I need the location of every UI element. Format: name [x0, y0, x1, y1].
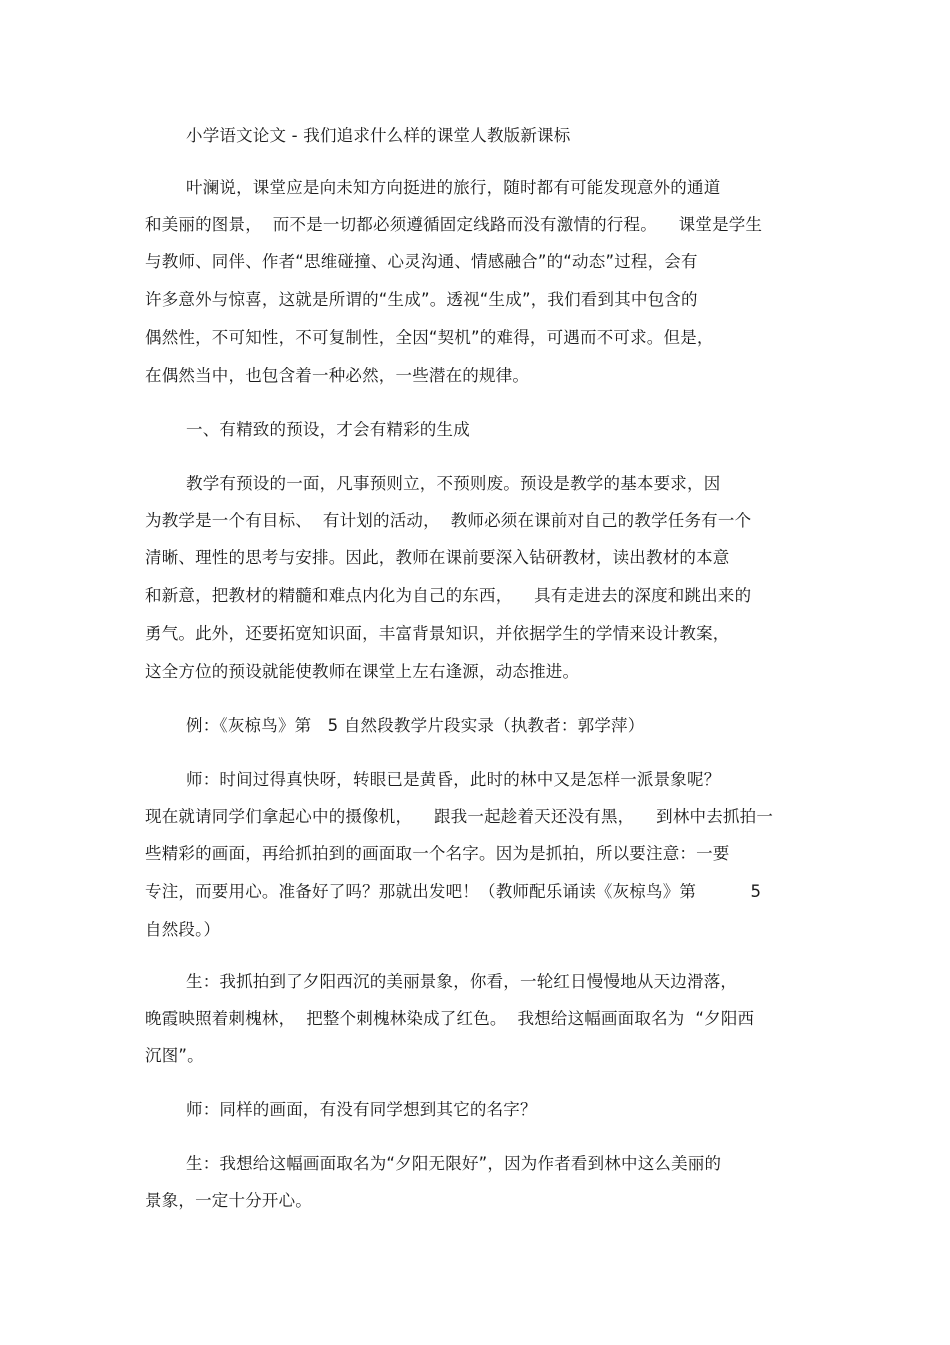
section-heading-text: 一、有精致的预设，才会有精彩的生成: [186, 420, 470, 439]
text-line: 许多意外与惊喜，这就是所谓的“生成”。透视“生成”，我们看到其中包含的: [145, 290, 698, 309]
text-line: 些精彩的画面，再给抓拍到的画面取一个名字。因为是抓拍，所以要注意：一要: [145, 844, 730, 863]
text-line: 专注，而要用心。准备好了吗？那就出发吧！（教师配乐诵读《灰椋鸟》第 5: [145, 882, 762, 901]
text-line: 和美丽的图景， 而不是一切都必须遵循固定线路而没有激情的行程。 课堂是学生: [145, 215, 763, 234]
text-line: 生：我想给这幅画面取名为“夕阳无限好”，因为作者看到林中这么美丽的: [186, 1154, 722, 1173]
text-line: 师：时间过得真快呀，转眼已是黄昏，此时的林中又是怎样一派景象呢？: [186, 770, 721, 789]
text-line: 晚霞映照着刺槐林， 把整个刺槐林染成了红色。 我想给这幅画面取名为 “夕阳西: [145, 1009, 755, 1028]
example-heading-text: 例：《灰椋鸟》第 5 自然段教学片段实录（执教者：郭学萍）: [186, 716, 645, 735]
text-line: 师：同样的画面，有没有同学想到其它的名字？: [186, 1100, 537, 1119]
text-line: 叶澜说，课堂应是向未知方向挺进的旅行，随时都有可能发现意外的通道: [186, 178, 721, 197]
text-line: 在偶然当中，也包含着一种必然，一些潜在的规律。: [145, 366, 530, 385]
text-line: 现在就请同学们拿起心中的摄像机， 跟我一起趁着天还没有黑， 到林中去抓拍一: [145, 807, 774, 826]
text-line: 清晰、理性的思考与安排。因此，教师在课前要深入钻研教材，读出教材的本意: [145, 548, 730, 567]
text-line: 自然段。）: [145, 920, 221, 939]
text-line: 沉图”。: [145, 1046, 204, 1065]
text-line: 与教师、同伴、作者“思维碰撞、心灵沟通、情感融合”的“动态”过程，会有: [145, 252, 698, 271]
text-line: 为教学是一个有目标、 有计划的活动， 教师必须在课前对自己的教学任务有一个: [145, 511, 752, 530]
text-line: 勇气。此外，还要拓宽知识面，丰富背景知识，并依据学生的学情来设计教案，: [145, 624, 730, 643]
text-line: 偶然性，不可知性，不可复制性，全因“契机”的难得，可遇而不可求。但是，: [145, 328, 714, 347]
text-line: 景象，一定十分开心。: [145, 1191, 312, 1210]
document-title: 小学语文论文 - 我们追求什么样的课堂人教版新课标: [186, 126, 571, 145]
text-line: 生：我抓拍到了夕阳西沉的美丽景象，你看，一轮红日慢慢地从天边滑落，: [186, 972, 738, 991]
text-line: 和新意，把教材的精髓和难点内化为自己的东西， 具有走进去的深度和跳出来的: [145, 586, 752, 605]
text-line: 教学有预设的一面，凡事预则立，不预则废。预设是教学的基本要求，因: [186, 474, 721, 493]
text-line: 这全方位的预设就能使教师在课堂上左右逢源，动态推进。: [145, 662, 580, 681]
